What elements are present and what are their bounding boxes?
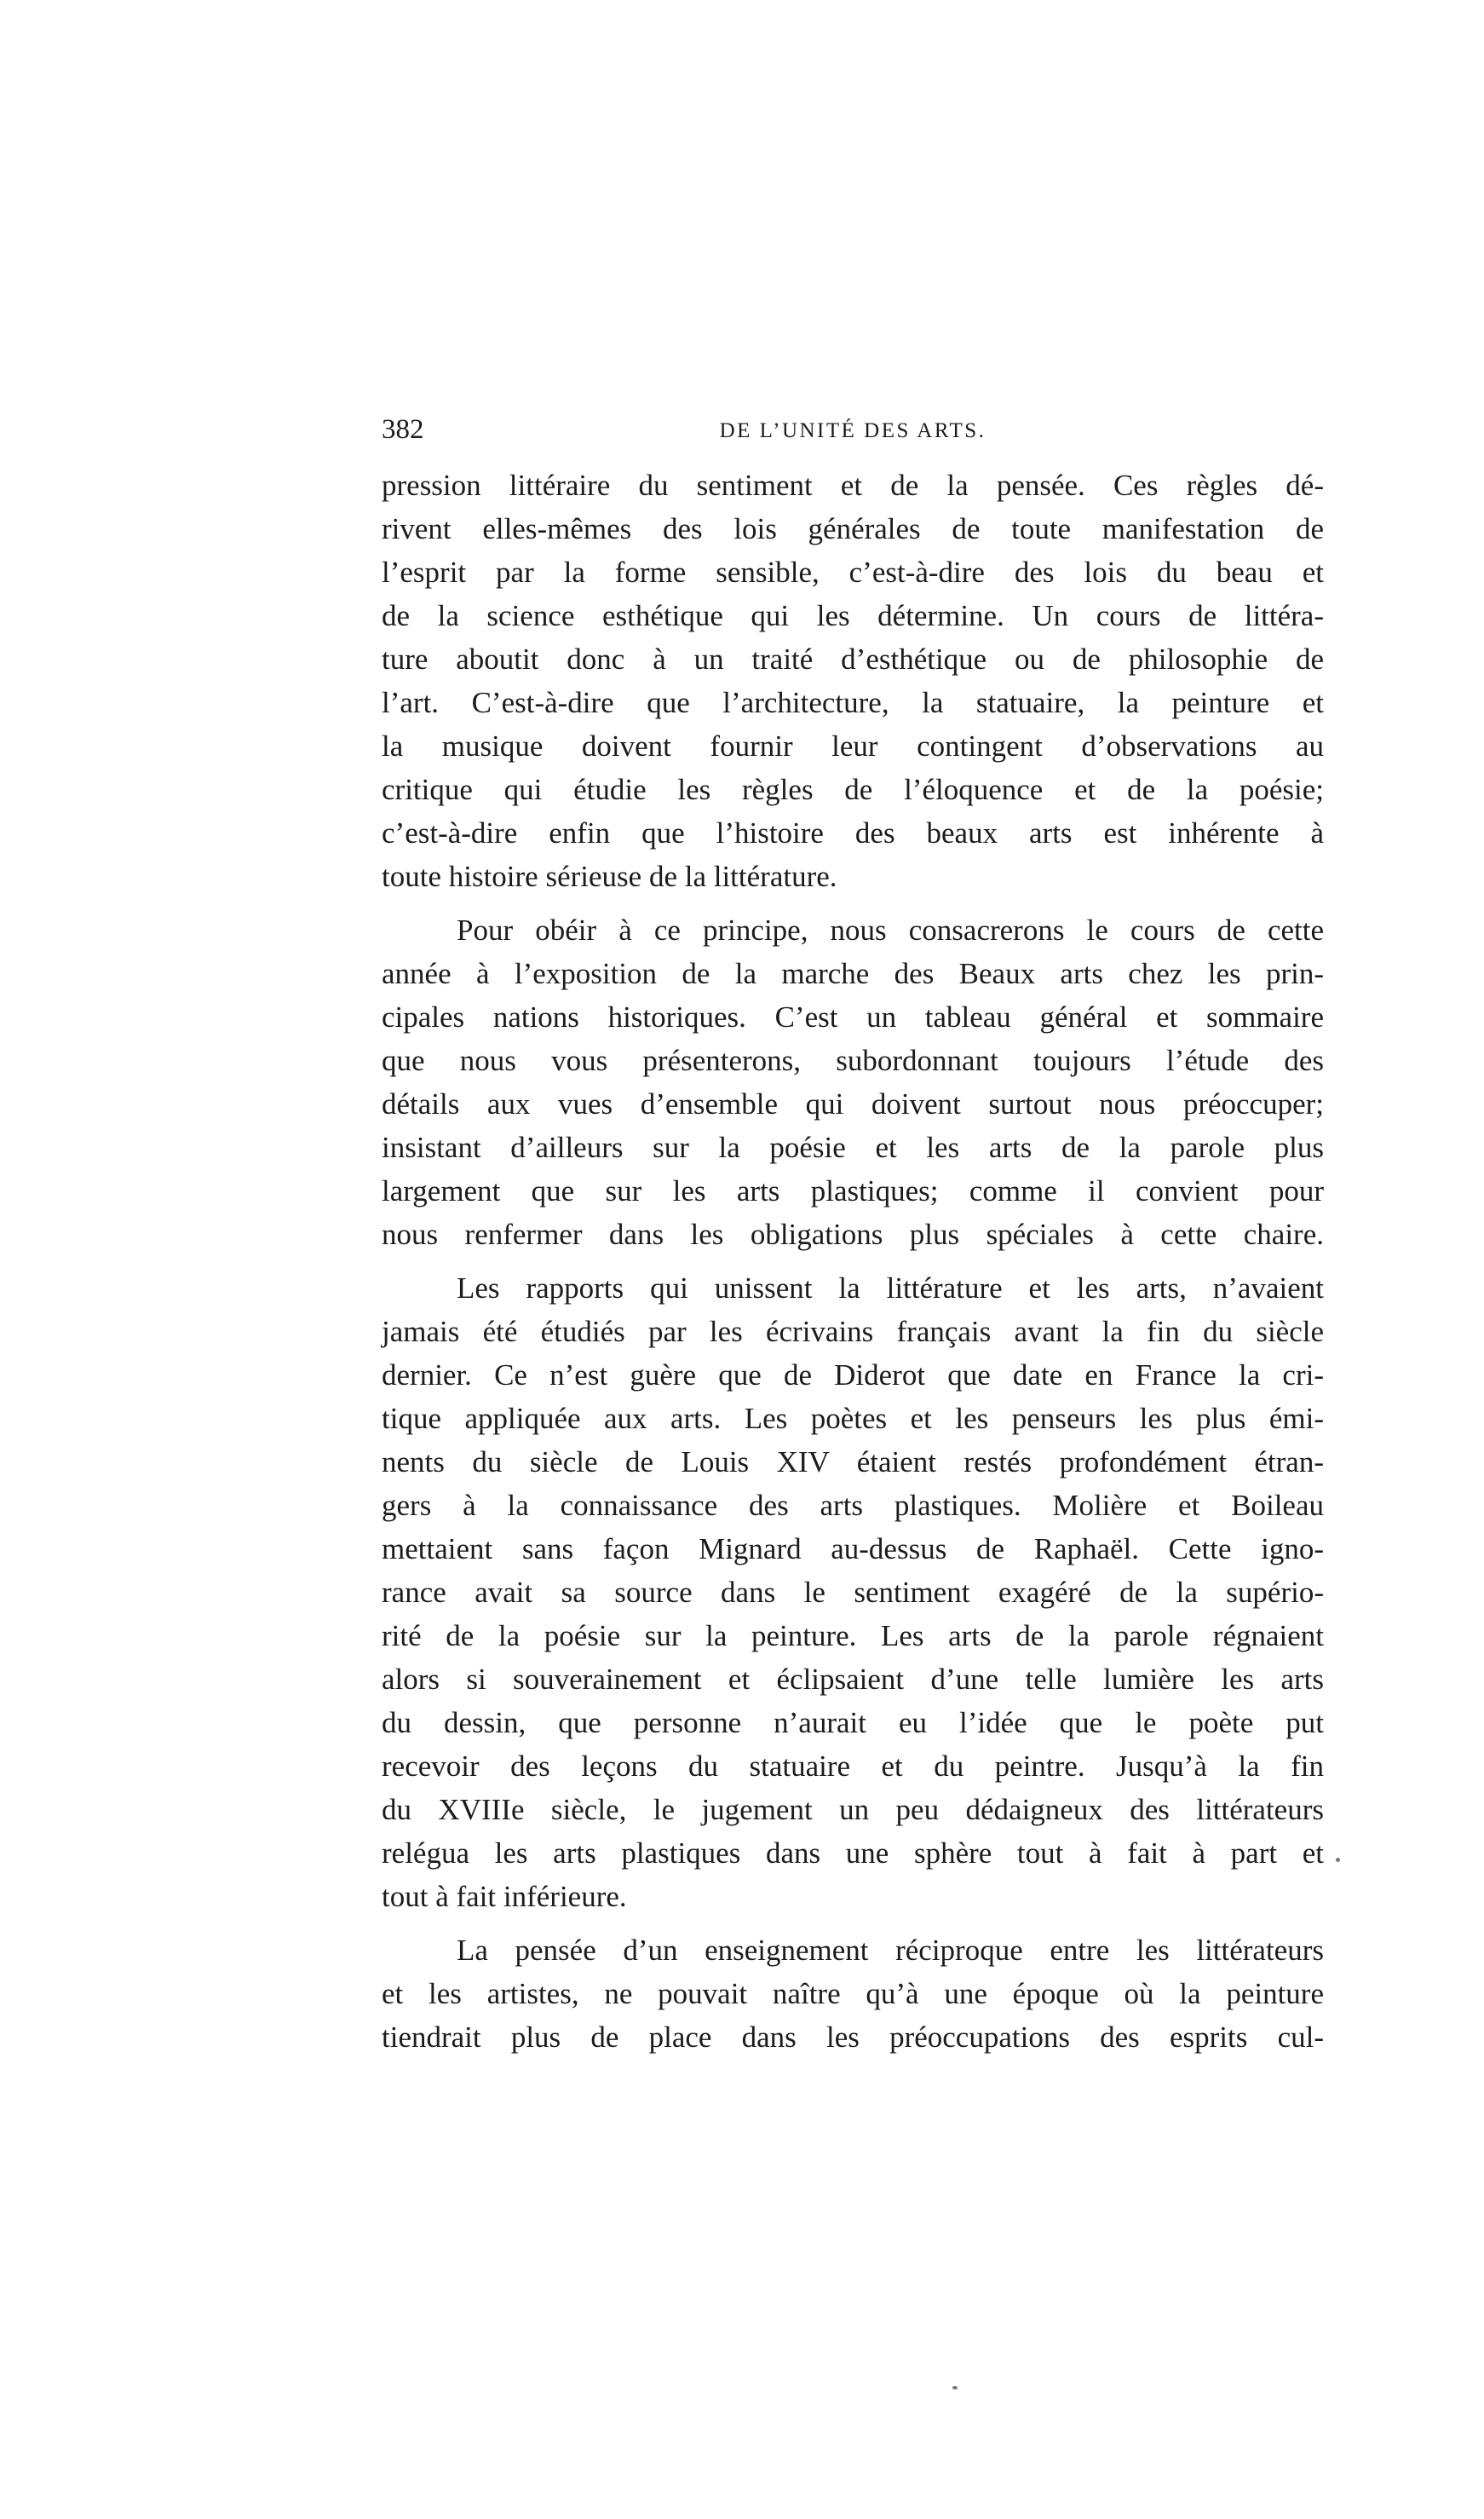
text-line: du dessin, que personne n’aurait eu l’idée que le poète put — [382, 1706, 1324, 1739]
text-line: nents du siècle de Louis XIV étaient restés profondément étran- — [382, 1445, 1324, 1479]
text-line: détails aux vues d’ensemble qui doivent surtout nous préoccuper; — [382, 1087, 1324, 1121]
text-line: insistant d’ailleurs sur la poésie et les arts de la parole plus — [382, 1131, 1324, 1164]
text-line: du XVIIIe siècle, le jugement un peu dédaigneux des littérateurs — [382, 1793, 1324, 1826]
running-title: DE L’UNITÉ DES ARTS. — [719, 419, 986, 442]
text-line: toute histoire sérieuse de la littérature. — [382, 860, 837, 893]
text-line: La pensée d’un enseignement réciproque entre les littérateurs — [457, 1934, 1324, 1967]
text-line: l’esprit par la forme sensible, c’est-à-dire des lois du beau et — [382, 556, 1324, 589]
text-line: mettaient sans façon Mignard au-dessus de Raphaël. Cette igno- — [382, 1532, 1324, 1565]
text-line: alors si souverainement et éclipsaient d’une telle lumière les arts — [382, 1663, 1324, 1696]
paragraph-3 — [382, 1266, 1324, 1918]
text-line: tout à fait inférieure. — [382, 1880, 627, 1913]
text-line: Pour obéir à ce principe, nous consacrerons le cours de cette — [457, 914, 1324, 947]
text-line: Les rapports qui unissent la littérature et les arts, n’avaient — [457, 1271, 1324, 1305]
text-line: critique qui étudie les règles de l’éloquence et de la poésie; — [382, 773, 1324, 806]
paragraph-4 — [382, 1928, 1324, 2059]
text-line: relégua les arts plastiques dans une sphère tout à fait à part et — [382, 1836, 1324, 1870]
text-line: nous renfermer dans les obligations plus spéciales à cette chaire. — [382, 1218, 1324, 1251]
text-line: recevoir des leçons du statuaire et du peintre. Jusqu’à la fin — [382, 1749, 1324, 1783]
text-line: dernier. Ce n’est guère que de Diderot que date en France la cri- — [382, 1358, 1324, 1392]
text-line: la musique doivent fournir leur contingent d’observations au — [382, 729, 1324, 763]
text-line: gers à la connaissance des arts plastiques. Molière et Boileau — [382, 1489, 1324, 1522]
text-line: tiendrait plus de place dans les préoccupations des esprits cul- — [382, 2020, 1324, 2054]
text-line: cipales nations historiques. C’est un tableau général et sommaire — [382, 1000, 1324, 1034]
text-line: tique appliquée aux arts. Les poètes et les penseurs les plus émi- — [382, 1402, 1324, 1435]
text-line: rité de la poésie sur la peinture. Les arts de la parole régnaient — [382, 1619, 1324, 1652]
ink-speck — [1336, 1858, 1340, 1862]
page-number: 382 — [382, 414, 424, 445]
text-line: l’art. C’est-à-dire que l’architecture, la statuaire, la peinture et — [382, 686, 1324, 719]
text-line: pression littéraire du sentiment et de la pensée. Ces règles dé- — [382, 469, 1324, 502]
text-line: jamais été étudiés par les écrivains français avant la fin du siècle — [382, 1315, 1324, 1348]
text-line: que nous vous présenterons, subordonnant toujours l’étude des — [382, 1044, 1324, 1077]
paragraph-1 — [382, 464, 1324, 898]
paragraph-2 — [382, 908, 1324, 1256]
text-line: année à l’exposition de la marche des Beaux arts chez les prin- — [382, 957, 1324, 990]
text-line: et les artistes, ne pouvait naître qu’à une époque où la peinture — [382, 1977, 1324, 2010]
body-text — [382, 464, 1324, 2069]
text-line: c’est-à-dire enfin que l’histoire des beaux arts est inhérente à — [382, 816, 1324, 850]
text-line: largement que sur les arts plastiques; comme il convient pour — [382, 1174, 1324, 1208]
running-head — [382, 411, 1324, 448]
text-line: rance avait sa source dans le sentiment exagéré de la supério- — [382, 1576, 1324, 1609]
text-line: ture aboutit donc à un traité d’esthétique ou de philosophie de — [382, 643, 1324, 676]
text-line: de la science esthétique qui les détermine. Un cours de littéra- — [382, 599, 1324, 632]
ink-speck — [952, 2386, 958, 2389]
text-line: rivent elles-mêmes des lois générales de toute manifestation de — [382, 512, 1324, 545]
